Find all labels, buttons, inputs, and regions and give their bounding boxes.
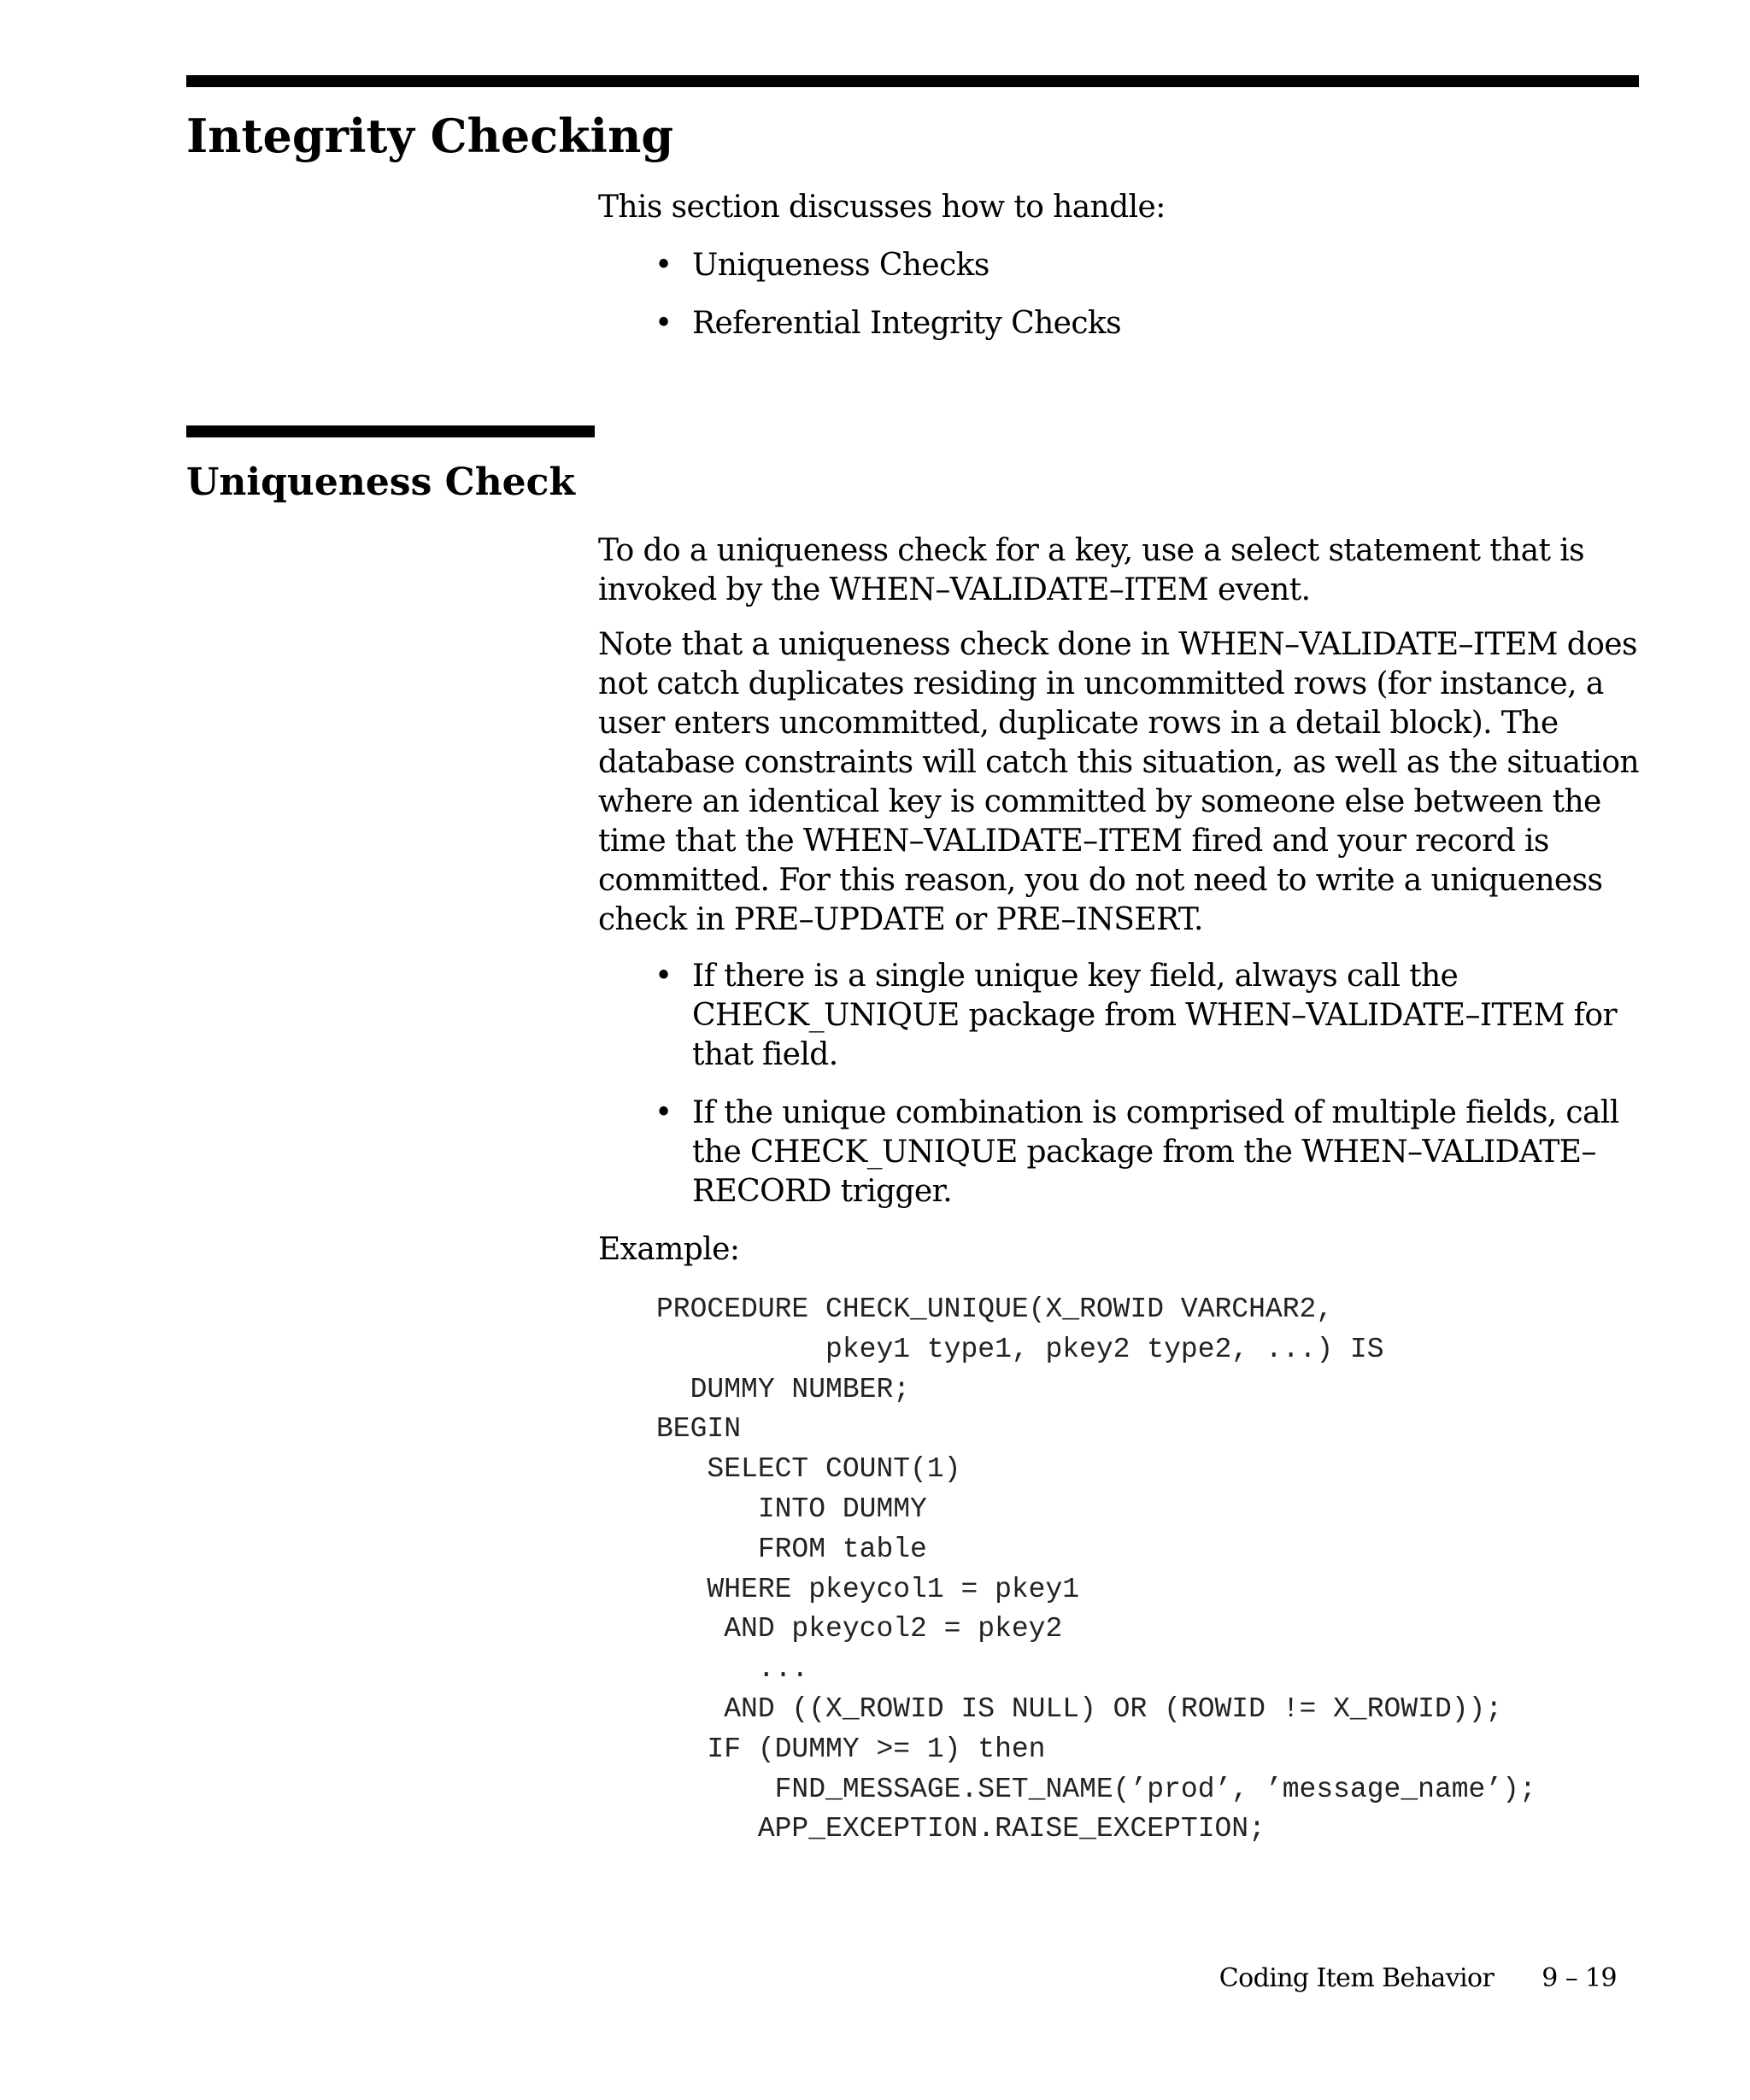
code-line: AND ((X_ROWID IS NULL) OR (ROWID != X_ROWID));	[656, 1692, 1503, 1725]
code-block	[656, 1290, 1536, 1850]
example-label: Example:	[598, 1232, 740, 1267]
code-line: DUMMY NUMBER;	[656, 1373, 911, 1405]
list-item-text: Uniqueness Checks	[692, 248, 990, 283]
footer-chapter-title: Coding Item Behavior	[1219, 1963, 1495, 1993]
code-line: BEGIN	[656, 1413, 742, 1446]
bullet-icon: •	[655, 306, 672, 341]
top-rule	[186, 75, 1639, 87]
paragraph-uniqueness-intro: To do a uniqueness check for a key, use a select statement that is invoked by the WHEN–VALIDATE–ITEM event.	[598, 533, 1585, 607]
list-item	[655, 957, 1637, 1075]
list-item	[655, 1094, 1637, 1211]
code-line: FND_MESSAGE.SET_NAME(’prod’, ’message_name’);	[656, 1773, 1536, 1805]
list-item-text: If there is a single unique key field, always call the CHECK_UNIQUE package from WHEN–VALIDATE–ITEM for that field.	[692, 959, 1618, 1072]
intro-bullet-list	[655, 246, 1121, 362]
code-line: WHERE pkeycol1 = pkey1	[656, 1573, 1080, 1605]
page-footer	[1219, 1962, 1617, 1996]
code-line: FROM table	[656, 1533, 927, 1565]
list-item	[655, 246, 1121, 285]
intro-text: This section discusses how to handle:	[598, 190, 1166, 225]
list-item-text: Referential Integrity Checks	[692, 306, 1122, 341]
bullet-icon: •	[655, 1095, 672, 1130]
bullet-icon: •	[655, 959, 672, 994]
code-line: INTO DUMMY	[656, 1493, 927, 1525]
list-item-text: If the unique combination is comprised of multiple fields, call the CHECK_UNIQUE package from the WHEN–VALIDATE– RECORD trigger.	[692, 1095, 1619, 1209]
bullet-icon: •	[655, 248, 672, 283]
rule-bullet-list	[655, 957, 1637, 1230]
code-line: IF (DUMMY >= 1) then	[656, 1733, 1046, 1765]
code-line: SELECT COUNT(1)	[656, 1453, 961, 1486]
section-heading: Uniqueness Check	[186, 460, 575, 504]
main-heading: Integrity Checking	[186, 109, 674, 163]
code-line: PROCEDURE CHECK_UNIQUE(X_ROWID VARCHAR2,	[656, 1293, 1334, 1325]
code-line: APP_EXCEPTION.RAISE_EXCEPTION;	[656, 1813, 1266, 1845]
code-line: AND pkeycol2 = pkey2	[656, 1613, 1063, 1645]
list-item	[655, 304, 1121, 343]
section-rule	[186, 425, 595, 437]
code-line: ...	[656, 1653, 809, 1686]
code-line: pkey1 type1, pkey2 type2, ...) IS	[656, 1333, 1384, 1365]
footer-page-number: 9 – 19	[1542, 1963, 1617, 1993]
paragraph-note: Note that a uniqueness check done in WHEN–VALIDATE–ITEM does not catch duplicates residing in uncommitted rows (for instance, a user enters uncommitted, duplicate rows in a detail block). The database constraints will catch this situation, as well as the situation where an identical key is committed by someone else between the time that the WHEN–VALIDATE–ITEM fired and your record is committed. For this reason, you do not need to write a uniqueness check in PRE–UPDATE or PRE–INSERT.	[598, 627, 1639, 937]
